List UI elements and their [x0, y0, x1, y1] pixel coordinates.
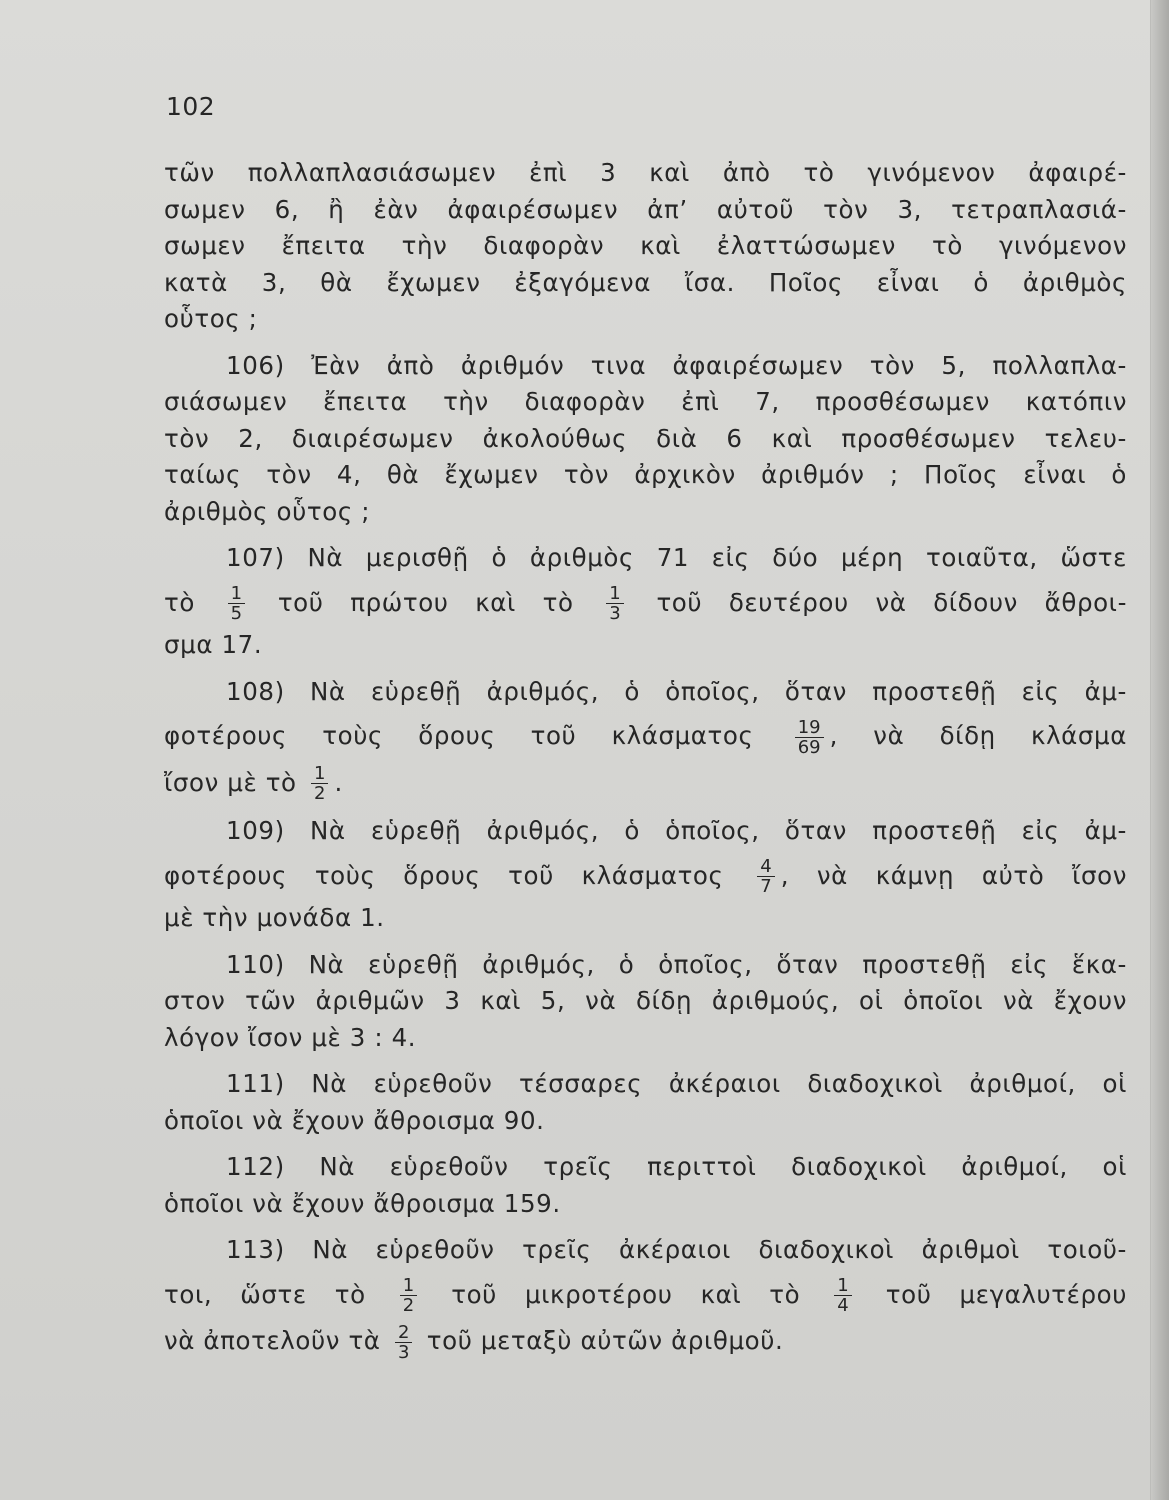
numerator: 1 — [837, 1275, 849, 1296]
page-edge — [1150, 0, 1169, 1500]
page-text — [164, 155, 1127, 1372]
numerator: 1 — [230, 583, 243, 604]
denominator: 69 — [795, 737, 824, 757]
paragraph-continuation — [164, 155, 1127, 338]
text-line: 108) Νὰ εὑρεθῇ ἀριθμός, ὁ ὁποῖος, ὅταν προστεθῇ εἰς ἀμ- — [226, 676, 1127, 706]
numerator: 19 — [797, 716, 821, 738]
text-segment: , νὰ κάμνῃ αὐτὸ ἴσον — [780, 860, 1127, 890]
fraction — [311, 764, 328, 803]
text-line: στον τῶν ἀριθμῶν 3 καὶ 5, νὰ δίδῃ ἀριθμούς, οἱ ὁποῖοι νὰ ἔχουν — [164, 986, 1127, 1015]
text-segment: . — [334, 767, 343, 797]
problem-106 — [164, 348, 1127, 531]
text-segment: φοτέρους τοὺς ὅρους τοῦ κλάσματος — [164, 860, 724, 890]
text-line: σιάσωμεν ἔπειτα τὴν διαφορὰν ἐπὶ 7, προσθέσωμεν κατόπιν — [164, 387, 1127, 416]
text-line: σωμεν ἔπειτα τὴν διαφορὰν καὶ ἐλαττώσωμεν τὸ γινόμενον — [164, 231, 1127, 260]
fraction — [834, 1276, 851, 1315]
text-segment: ἴσον μὲ τὸ — [164, 767, 297, 797]
denominator: 3 — [606, 603, 623, 623]
text-line: σωμεν 6, ἢ ἐὰν ἀφαιρέσωμεν ἀπ’ αὐτοῦ τὸν 3, τετραπλασιά- — [164, 194, 1127, 224]
text-line: ὁποῖοι νὰ ἔχουν ἄθροισμα 90. — [164, 1105, 545, 1135]
fraction — [606, 584, 623, 623]
page-number: 102 — [166, 92, 216, 121]
fraction — [400, 1276, 417, 1315]
text-segment: , νὰ δίδῃ κλάσμα — [829, 721, 1127, 750]
text-line: ταίως τὸν 4, θὰ ἔχωμεν τὸν ἀρχικὸν ἀριθμόν ; Ποῖος εἶναι ὁ — [164, 460, 1127, 489]
text-line: 109) Νὰ εὑρεθῇ ἀριθμός, ὁ ὁποῖος, ὅταν προστεθῇ εἰς ἀμ- — [226, 816, 1127, 845]
fraction — [795, 718, 824, 757]
denominator: 7 — [757, 876, 774, 896]
numerator: 4 — [760, 856, 772, 877]
denominator: 2 — [311, 783, 328, 803]
denominator: 5 — [228, 603, 245, 623]
text-segment: νὰ ἀποτελοῦν τὰ — [164, 1326, 381, 1355]
text-line: 110) Νὰ εὑρεθῇ ἀριθμός, ὁ ὁποῖος, ὅταν προστεθῇ εἰς ἕκα- — [226, 949, 1127, 979]
text-line — [164, 856, 1127, 897]
text-line: 106) Ἐὰν ἀπὸ ἀριθμόν τινα ἀφαιρέσωμεν τὸν 5, πολλαπλα- — [226, 350, 1127, 380]
text-segment: τοῦ πρώτου καὶ τὸ — [277, 587, 574, 617]
problem-108 — [164, 674, 1127, 804]
denominator: 4 — [834, 1295, 851, 1315]
text-line — [164, 583, 1127, 624]
text-line: μὲ τὴν μονάδα 1. — [164, 903, 385, 932]
denominator: 3 — [395, 1342, 412, 1362]
numerator: 2 — [397, 1321, 410, 1343]
text-segment: τοῦ δευτέρου νὰ δίδουν ἄθροι- — [656, 587, 1128, 617]
numerator: 1 — [314, 763, 326, 784]
text-line: ἀριθμὸς οὗτος ; — [164, 496, 371, 526]
problem-111 — [164, 1066, 1127, 1139]
text-line — [164, 763, 1127, 804]
text-line: λόγον ἴσον μὲ 3 : 4. — [164, 1022, 417, 1052]
text-segment: τοῦ μεγαλυτέρου — [885, 1279, 1128, 1309]
text-line — [164, 1321, 1127, 1362]
text-segment: τοῦ μικροτέρου καὶ τὸ — [451, 1279, 801, 1309]
problem-112 — [164, 1149, 1127, 1222]
problem-107 — [164, 540, 1127, 664]
text-line — [164, 716, 1127, 757]
problem-113 — [164, 1232, 1127, 1362]
text-line: 111) Νὰ εὑρεθοῦν τέσσαρες ἀκέραιοι διαδοχικοὶ ἀριθμοί, οἱ — [226, 1069, 1127, 1098]
text-line: κατὰ 3, θὰ ἔχωμεν ἐξαγόμενα ἴσα. Ποῖος εἶναι ὁ ἀριθμὸς — [164, 267, 1127, 297]
fraction — [757, 857, 774, 896]
problem-110 — [164, 947, 1127, 1057]
text-line: 112) Νὰ εὑρεθοῦν τρεῖς περιττοὶ διαδοχικοὶ ἀριθμοί, οἱ — [226, 1152, 1127, 1181]
numerator: 1 — [402, 1275, 415, 1296]
text-line: σμα 17. — [164, 630, 263, 659]
text-line — [164, 1275, 1127, 1316]
fraction — [228, 584, 245, 623]
text-line: 107) Νὰ μερισθῇ ὁ ἀριθμὸς 71 εἰς δύο μέρη τοιαῦτα, ὥστε — [226, 543, 1127, 572]
text-segment: τὸ — [164, 587, 195, 617]
text-segment: φοτέρους τοὺς ὅρους τοῦ κλάσματος — [164, 721, 754, 750]
text-segment: τοῦ μεταξὺ αὐτῶν ἀριθμοῦ. — [426, 1326, 784, 1355]
fraction — [395, 1323, 412, 1362]
text-line: τῶν πολλαπλασιάσωμεν ἐπὶ 3 καὶ ἀπὸ τὸ γινόμενον ἀφαιρέ- — [164, 158, 1127, 187]
denominator: 2 — [400, 1295, 417, 1315]
text-line: ὁποῖοι νὰ ἔχουν ἄθροισμα 159. — [164, 1188, 561, 1218]
text-segment: τοι, ὥστε τὸ — [164, 1279, 366, 1309]
numerator: 1 — [609, 583, 621, 604]
text-line: οὗτος ; — [164, 304, 258, 333]
problem-109 — [164, 813, 1127, 937]
text-line: τὸν 2, διαιρέσωμεν ἀκολούθως διὰ 6 καὶ προσθέσωμεν τελευ- — [164, 423, 1127, 453]
text-line: 113) Νὰ εὑρεθοῦν τρεῖς ἀκέραιοι διαδοχικοὶ ἀριθμοὶ τοιοῦ- — [226, 1235, 1127, 1264]
